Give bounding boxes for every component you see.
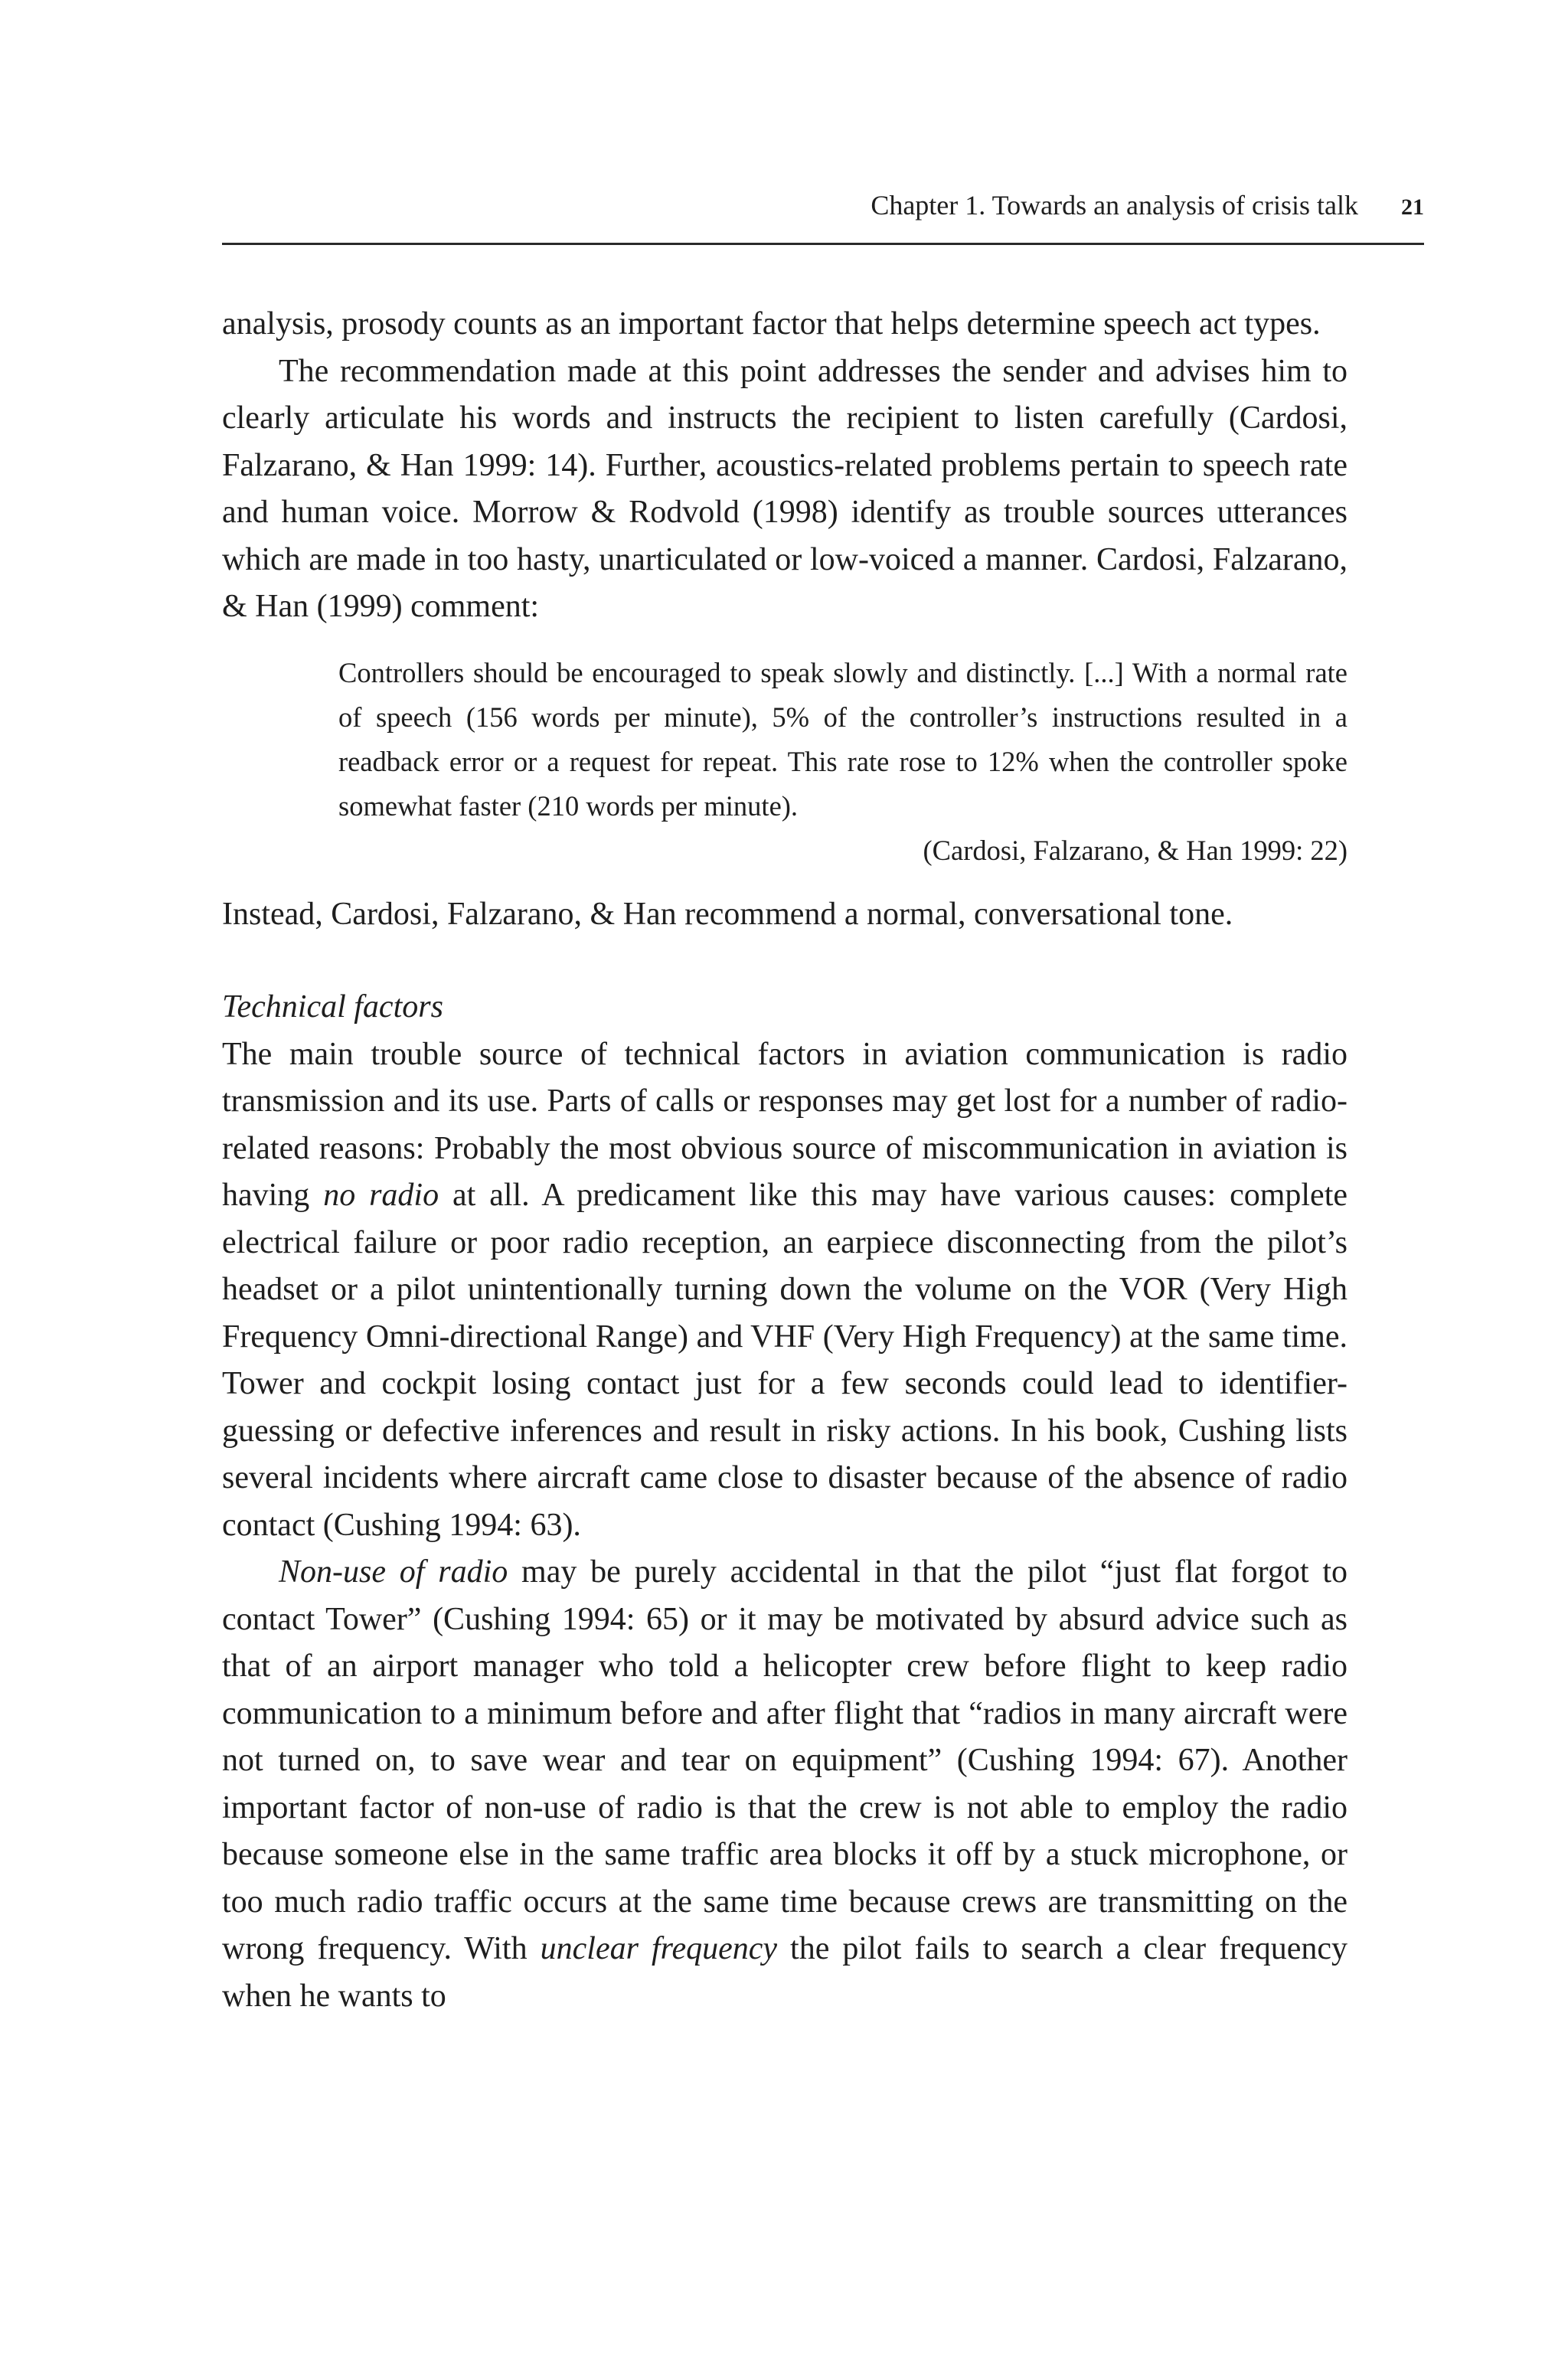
paragraph-5	[222, 1549, 1348, 2020]
paragraph-3: Instead, Cardosi, Falzarano, & Han recommend a normal, conversational tone.	[222, 896, 1233, 932]
term-no-radio: no radio	[323, 1178, 439, 1213]
paragraph-2: The recommendation made at this point addresses the sender and advises him to clearly articulate his words and instructs the recipient to listen carefully (Cardosi, Falzarano, & Han 1999: 14). Further, acoustics-related problems pertain to speech rate and human voice. Morrow & Rodvold (1998) identify as trouble sources utterances which are made in too hasty, unarticulated or low-voiced a manner. Cardosi, Falzarano, & Han (1999) comment:	[222, 353, 1348, 624]
quote-text: Controllers should be encouraged to speak slowly and distinctly. [...] With a normal rate of speech (156 words per minute), 5% of the controller’s instructions resulted in a readback error or a request for repeat. This rate rose to 12% when the controller spoke somewhat faster (210 words per minute).	[338, 656, 1348, 822]
paragraph-1: analysis, prosody counts as an important factor that helps determine speech act types.	[222, 306, 1321, 342]
block-quote	[338, 651, 1348, 873]
quote-citation: (Cardosi, Falzarano, & Han 1999: 22)	[923, 834, 1348, 866]
paragraph-4-text-b: at all. A predicament like this may have various causes: complete electrical failure or poor radio reception, an earpiece disconnecting from the pilot’s headset or a pilot unintentionally turning down the volume on the VOR (Very High Frequency Omni-directional Range) and VHF (Very High Frequency) at the same time. Tower and cockpit losing contact just for a few seconds could lead to identifier-guessing or defective inferences and result in risky actions. In his book, Cushing lists several incidents where aircraft came close to disaster because of the absence of radio contact (Cushing 1994: 63).	[222, 1178, 1348, 1543]
paragraph-4	[222, 1031, 1348, 1550]
term-unclear-frequency: unclear frequency	[540, 1931, 778, 1966]
page-number: 21	[1401, 194, 1424, 220]
term-non-use-of-radio: Non-use of radio	[279, 1554, 508, 1590]
paragraph-4-text-a: The main trouble source of technical factors in aviation communication is radio transmission and its use. Parts of calls or responses may get lost for a number of radio-related reasons: Probably the most obvious source of miscommunication in aviation is having	[222, 1036, 1348, 1213]
header-rule	[222, 243, 1424, 245]
paragraph-5-text-a: may be purely accidental in that the pilot “just flat forgot to contact Tower” (Cushing 1994: 65) or it may be motivated by absurd advice such as that of an airport manager who told a helicopter crew before flight to keep radio communication to a minimum before and after flight that “radios in many aircraft were not turned on, to save wear and tear on equipment” (Cushing 1994: 67). Another important factor of non-use of radio is that the crew is not able to employ the radio because someone else in the same traffic area blocks it off by a stuck microphone, or too much radio traffic occurs at the same time because crews are transmitting on the wrong frequency. With	[222, 1554, 1348, 1966]
running-title: Chapter 1. Towards an analysis of crisis talk	[871, 190, 1358, 221]
body-text	[222, 301, 1348, 2020]
paragraph-5-text-b: the pilot fails to search a clear frequency when he wants to	[222, 1931, 1348, 2014]
section-heading: Technical factors	[222, 989, 443, 1025]
running-header	[222, 188, 1424, 242]
